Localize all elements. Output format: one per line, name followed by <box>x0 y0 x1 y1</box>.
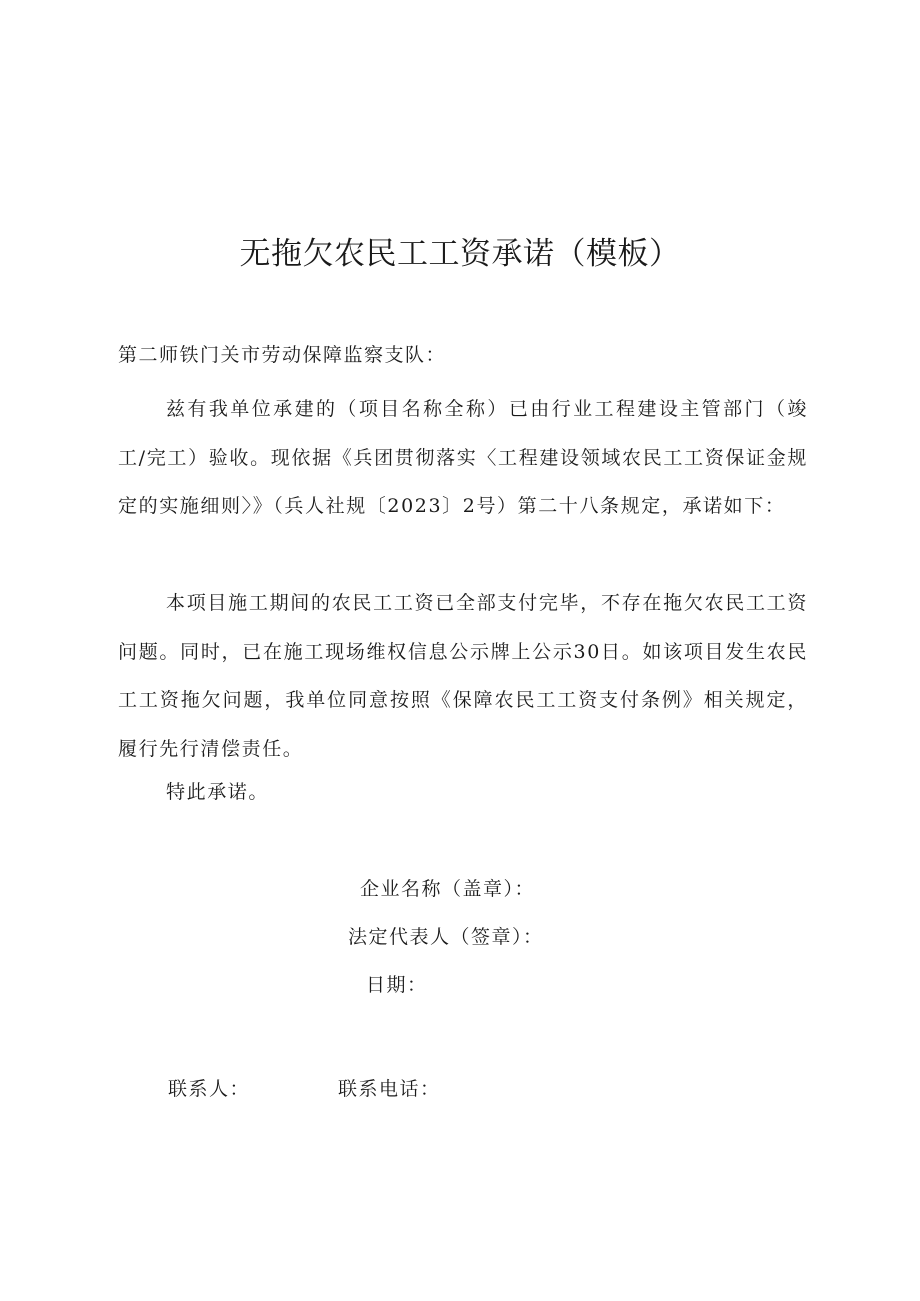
closing-statement: 特此承诺。 <box>166 781 270 803</box>
body-paragraph-2: 本项目施工期间的农民工工资已全部支付完毕，不存在拖欠农民工工资问题。同时，已在施工现场维权信息公示牌上公示30日。如该项目发生农民工工资拖欠问题，我单位同意按照《保障农民工工资支付条例》相关规定，履行先行清偿责任。 <box>118 592 808 761</box>
document-title: 无拖欠农民工工资承诺（模板） <box>239 236 681 272</box>
legal-representative-label: 法定代表人（签章）： <box>348 926 544 948</box>
contact-phone-label: 联系电话： <box>338 1078 441 1100</box>
addressee: 第二师铁门关市劳动保障监察支队： <box>118 344 447 366</box>
company-name-label: 企业名称（盖章）： <box>360 878 536 900</box>
body-paragraph-1: 兹有我单位承建的（项目名称全称）已由行业工程建设主管部门（竣工/完工）验收。现依据《兵团贯彻落实〈工程建设领域农民工工资保证金规定的实施细则〉》（兵人社规〔2023〕2号）第二十八条规定，承诺如下： <box>118 398 808 518</box>
contact-person-label: 联系人： <box>168 1078 251 1100</box>
date-label: 日期： <box>366 974 428 996</box>
